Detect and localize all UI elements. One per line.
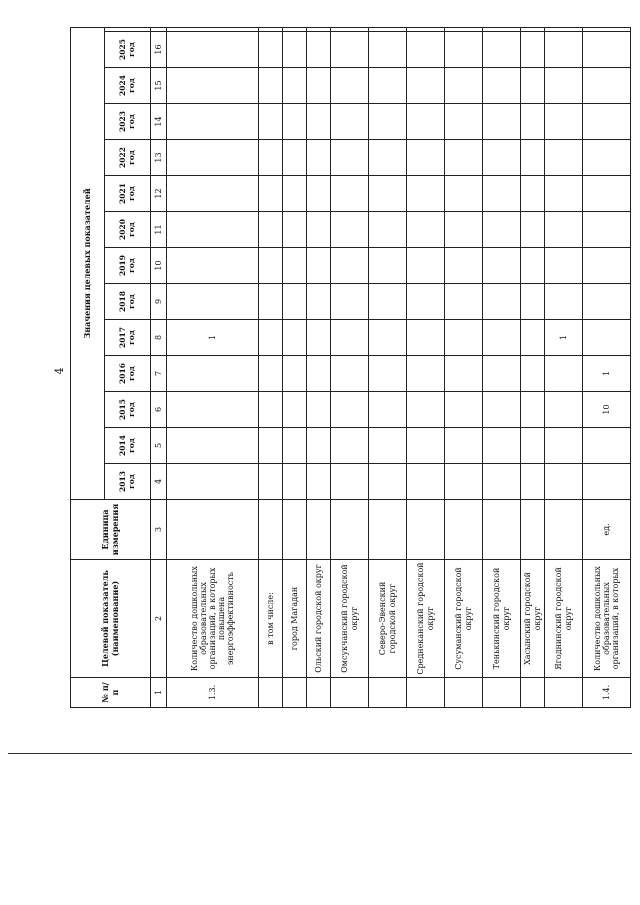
row-value-cell	[583, 68, 631, 104]
header-unit: Единица измерения	[71, 500, 151, 560]
row-spacer-cell	[521, 27, 545, 31]
row-value-cell	[167, 284, 259, 320]
row-value-cell	[445, 176, 483, 212]
column-number-15: 16	[151, 32, 167, 68]
row-value-cell	[167, 248, 259, 284]
column-number-4: 5	[151, 428, 167, 464]
row-value-cell	[483, 212, 521, 248]
page-divider-line	[8, 753, 632, 754]
row-value-cell: 10	[583, 392, 631, 428]
row-spacer-cell	[167, 27, 259, 31]
header-spacer	[105, 27, 151, 31]
row-value-cell	[521, 392, 545, 428]
row-indicator-cell: в том числе:	[259, 560, 283, 678]
row-value-cell	[483, 176, 521, 212]
row-value-cell	[483, 428, 521, 464]
row-value-cell	[307, 392, 331, 428]
row-number-cell: 1.3.	[167, 678, 259, 708]
row-unit-cell	[369, 500, 407, 560]
column-number-9: 10	[151, 248, 167, 284]
row-value-cell	[259, 284, 283, 320]
targets-table	[70, 27, 631, 708]
year-header-6: 2019 год	[105, 248, 151, 284]
row-value-cell	[331, 356, 369, 392]
row-value-cell	[545, 248, 583, 284]
table-row	[283, 27, 307, 707]
row-value-cell	[445, 284, 483, 320]
row-value-cell	[407, 140, 445, 176]
row-indicator-cell: Тенькинский городской округ	[483, 560, 521, 678]
row-value-cell	[331, 212, 369, 248]
row-value-cell	[483, 464, 521, 500]
row-value-cell	[583, 428, 631, 464]
row-value-cell	[407, 248, 445, 284]
row-value-cell	[307, 320, 331, 356]
row-value-cell	[307, 248, 331, 284]
row-value-cell	[445, 104, 483, 140]
table-row	[259, 27, 283, 707]
column-number-5: 6	[151, 392, 167, 428]
row-value-cell	[445, 320, 483, 356]
row-value-cell	[545, 392, 583, 428]
row-value-cell	[521, 428, 545, 464]
row-value-cell	[583, 212, 631, 248]
row-value-cell	[483, 104, 521, 140]
row-value-cell	[483, 248, 521, 284]
row-value-cell	[259, 392, 283, 428]
row-spacer-cell	[445, 27, 483, 31]
row-value-cell	[407, 176, 445, 212]
row-value-cell	[283, 104, 307, 140]
row-value-cell	[369, 176, 407, 212]
row-value-cell	[259, 68, 283, 104]
year-header-3: 2016 год	[105, 356, 151, 392]
row-value-cell	[369, 428, 407, 464]
row-value-cell: 1	[167, 320, 259, 356]
column-number-10: 11	[151, 212, 167, 248]
row-number-cell	[259, 678, 283, 708]
row-value-cell	[259, 212, 283, 248]
row-value-cell	[545, 32, 583, 68]
row-value-cell	[407, 104, 445, 140]
row-unit-cell	[283, 500, 307, 560]
row-value-cell	[521, 320, 545, 356]
row-value-cell	[259, 104, 283, 140]
row-value-cell	[521, 284, 545, 320]
row-value-cell	[167, 176, 259, 212]
row-value-cell	[407, 356, 445, 392]
year-header-2: 2015 год	[105, 392, 151, 428]
row-value-cell	[407, 428, 445, 464]
column-number-0: 1	[151, 678, 167, 708]
row-spacer-cell	[545, 27, 583, 31]
year-header-1: 2014 год	[105, 428, 151, 464]
table-row	[545, 27, 583, 707]
row-value-cell	[583, 320, 631, 356]
row-value-cell	[583, 32, 631, 68]
row-value-cell	[545, 284, 583, 320]
row-value-cell	[483, 68, 521, 104]
row-value-cell	[283, 464, 307, 500]
row-value-cell	[483, 140, 521, 176]
row-value-cell	[307, 284, 331, 320]
column-number-11: 12	[151, 176, 167, 212]
row-spacer-cell	[369, 27, 407, 31]
row-value-cell	[483, 356, 521, 392]
row-unit-cell	[307, 500, 331, 560]
row-unit-cell	[545, 500, 583, 560]
row-value-cell	[521, 212, 545, 248]
row-value-cell	[369, 392, 407, 428]
row-value-cell	[445, 32, 483, 68]
row-value-cell	[283, 320, 307, 356]
row-value-cell	[307, 428, 331, 464]
row-value-cell	[283, 32, 307, 68]
row-indicator-cell: Ягоднинский городской округ	[545, 560, 583, 678]
row-indicator-cell: Ольский городской округ	[307, 560, 331, 678]
row-value-cell	[259, 320, 283, 356]
row-value-cell	[445, 212, 483, 248]
row-unit-cell	[259, 500, 283, 560]
row-value-cell	[545, 104, 583, 140]
row-value-cell	[331, 284, 369, 320]
row-value-cell	[307, 32, 331, 68]
row-value-cell	[167, 140, 259, 176]
row-value-cell	[167, 212, 259, 248]
row-value-cell	[369, 248, 407, 284]
row-value-cell	[331, 428, 369, 464]
row-value-cell	[521, 68, 545, 104]
row-value-cell	[331, 392, 369, 428]
row-number-cell	[445, 678, 483, 708]
page-number: 4	[53, 367, 66, 375]
row-value-cell	[407, 32, 445, 68]
row-value-cell	[545, 464, 583, 500]
table-row	[369, 27, 407, 707]
row-value-cell	[259, 176, 283, 212]
row-value-cell	[167, 356, 259, 392]
row-indicator-cell: Омсукчанский городской округ	[331, 560, 369, 678]
column-number-8: 9	[151, 284, 167, 320]
row-number-cell	[283, 678, 307, 708]
row-value-cell	[259, 248, 283, 284]
row-value-cell	[331, 32, 369, 68]
row-value-cell	[331, 104, 369, 140]
table-row	[307, 27, 331, 707]
row-value-cell	[369, 320, 407, 356]
row-spacer-cell	[307, 27, 331, 31]
year-header-8: 2021 год	[105, 176, 151, 212]
row-indicator-cell: Среднеканский городской округ	[407, 560, 445, 678]
table-row	[167, 27, 259, 707]
row-value-cell	[445, 464, 483, 500]
row-value-cell	[307, 464, 331, 500]
row-value-cell	[583, 140, 631, 176]
row-unit-cell	[167, 500, 259, 560]
row-value-cell	[369, 284, 407, 320]
row-number-cell	[307, 678, 331, 708]
row-value-cell	[583, 248, 631, 284]
column-number-13: 14	[151, 104, 167, 140]
year-header-5: 2018 год	[105, 284, 151, 320]
row-value-cell	[445, 356, 483, 392]
row-value-cell	[331, 464, 369, 500]
row-value-cell	[545, 428, 583, 464]
row-value-cell	[369, 68, 407, 104]
rotated-table-container	[70, 28, 621, 708]
column-number-1: 2	[151, 560, 167, 678]
row-value-cell	[307, 104, 331, 140]
row-value-cell	[583, 284, 631, 320]
row-indicator-cell: Хасынский городской округ	[521, 560, 545, 678]
row-value-cell	[331, 176, 369, 212]
row-value-cell	[445, 392, 483, 428]
table-row	[521, 27, 545, 707]
column-number-spacer	[151, 27, 167, 31]
row-value-cell	[369, 104, 407, 140]
row-unit-cell	[521, 500, 545, 560]
row-value-cell	[483, 32, 521, 68]
row-indicator-cell: Количество дошкольных образовательных организаций, в которых повышена энергоэффективность	[167, 560, 259, 678]
row-value-cell	[445, 140, 483, 176]
row-spacer-cell	[283, 27, 307, 31]
row-number-cell	[369, 678, 407, 708]
row-value-cell	[521, 464, 545, 500]
row-spacer-cell	[483, 27, 521, 31]
row-value-cell	[369, 140, 407, 176]
row-number-cell	[331, 678, 369, 708]
row-value-cell	[407, 464, 445, 500]
row-spacer-cell	[583, 27, 631, 31]
row-value-cell	[283, 248, 307, 284]
column-number-2: 3	[151, 500, 167, 560]
row-value-cell	[521, 104, 545, 140]
table-row	[583, 27, 631, 707]
row-value-cell	[407, 392, 445, 428]
row-value-cell	[167, 464, 259, 500]
row-value-cell	[583, 464, 631, 500]
row-unit-cell	[483, 500, 521, 560]
row-value-cell	[283, 392, 307, 428]
row-value-cell	[259, 464, 283, 500]
row-value-cell	[483, 284, 521, 320]
row-value-cell	[521, 32, 545, 68]
year-header-11: 2024 год	[105, 68, 151, 104]
table-row	[331, 27, 369, 707]
row-value-cell	[521, 248, 545, 284]
row-indicator-cell: Северо-Эвенский городской округ	[369, 560, 407, 678]
row-indicator-cell: Сусуманский городской округ	[445, 560, 483, 678]
row-value-cell	[283, 140, 307, 176]
row-value-cell	[283, 68, 307, 104]
row-value-cell	[407, 320, 445, 356]
header-num: № п/п	[71, 678, 151, 708]
year-header-4: 2017 год	[105, 320, 151, 356]
row-value-cell	[445, 68, 483, 104]
row-value-cell	[445, 248, 483, 284]
row-value-cell	[167, 68, 259, 104]
row-value-cell	[483, 320, 521, 356]
row-value-cell	[283, 356, 307, 392]
row-value-cell	[545, 140, 583, 176]
row-value-cell	[283, 212, 307, 248]
row-value-cell	[545, 356, 583, 392]
row-value-cell	[545, 68, 583, 104]
column-number-6: 7	[151, 356, 167, 392]
year-header-12: 2025 год	[105, 32, 151, 68]
row-value-cell	[259, 140, 283, 176]
year-header-7: 2020 год	[105, 212, 151, 248]
year-header-9: 2022 год	[105, 140, 151, 176]
row-value-cell	[283, 176, 307, 212]
row-value-cell	[369, 464, 407, 500]
row-value-cell	[307, 356, 331, 392]
row-value-cell	[545, 212, 583, 248]
row-value-cell	[331, 248, 369, 284]
row-value-cell: 1	[583, 356, 631, 392]
row-value-cell	[307, 140, 331, 176]
row-value-cell	[167, 392, 259, 428]
row-number-cell	[545, 678, 583, 708]
row-value-cell	[583, 104, 631, 140]
row-value-cell	[259, 428, 283, 464]
row-value-cell	[283, 284, 307, 320]
row-value-cell	[521, 356, 545, 392]
row-indicator-cell: Количество дошкольных образовательных организаций, в которых	[583, 560, 631, 678]
row-number-cell	[407, 678, 445, 708]
row-unit-cell	[331, 500, 369, 560]
header-values-group: Значения целевых показателей	[71, 27, 105, 499]
row-unit-cell	[445, 500, 483, 560]
row-value-cell	[259, 356, 283, 392]
table-row	[483, 27, 521, 707]
row-value-cell	[369, 212, 407, 248]
row-value-cell	[331, 68, 369, 104]
row-spacer-cell	[407, 27, 445, 31]
row-value-cell	[167, 428, 259, 464]
row-value-cell	[331, 140, 369, 176]
table-row	[445, 27, 483, 707]
row-value-cell	[307, 212, 331, 248]
row-number-cell: 1.4.	[583, 678, 631, 708]
row-value-cell	[483, 392, 521, 428]
row-value-cell	[545, 176, 583, 212]
row-value-cell	[167, 32, 259, 68]
row-value-cell	[167, 104, 259, 140]
row-value-cell	[445, 428, 483, 464]
row-value-cell	[407, 68, 445, 104]
row-value-cell	[369, 356, 407, 392]
row-value-cell	[259, 32, 283, 68]
row-spacer-cell	[259, 27, 283, 31]
row-number-cell	[483, 678, 521, 708]
row-value-cell	[407, 212, 445, 248]
column-number-3: 4	[151, 464, 167, 500]
header-indicator: Целевой показатель (наименование)	[71, 560, 151, 678]
table-row	[407, 27, 445, 707]
row-value-cell	[521, 176, 545, 212]
column-number-7: 8	[151, 320, 167, 356]
year-header-0: 2013 год	[105, 464, 151, 500]
row-spacer-cell	[331, 27, 369, 31]
column-number-row	[151, 27, 167, 707]
row-value-cell	[369, 32, 407, 68]
column-number-14: 15	[151, 68, 167, 104]
row-unit-cell: ед.	[583, 500, 631, 560]
row-value-cell	[521, 140, 545, 176]
year-header-10: 2023 год	[105, 104, 151, 140]
row-number-cell	[521, 678, 545, 708]
row-value-cell	[331, 320, 369, 356]
row-value-cell	[407, 284, 445, 320]
column-number-12: 13	[151, 140, 167, 176]
row-unit-cell	[407, 500, 445, 560]
row-value-cell	[283, 428, 307, 464]
row-value-cell: 1	[545, 320, 583, 356]
row-indicator-cell: город Магадан	[283, 560, 307, 678]
row-value-cell	[307, 68, 331, 104]
row-value-cell	[307, 176, 331, 212]
row-value-cell	[583, 176, 631, 212]
